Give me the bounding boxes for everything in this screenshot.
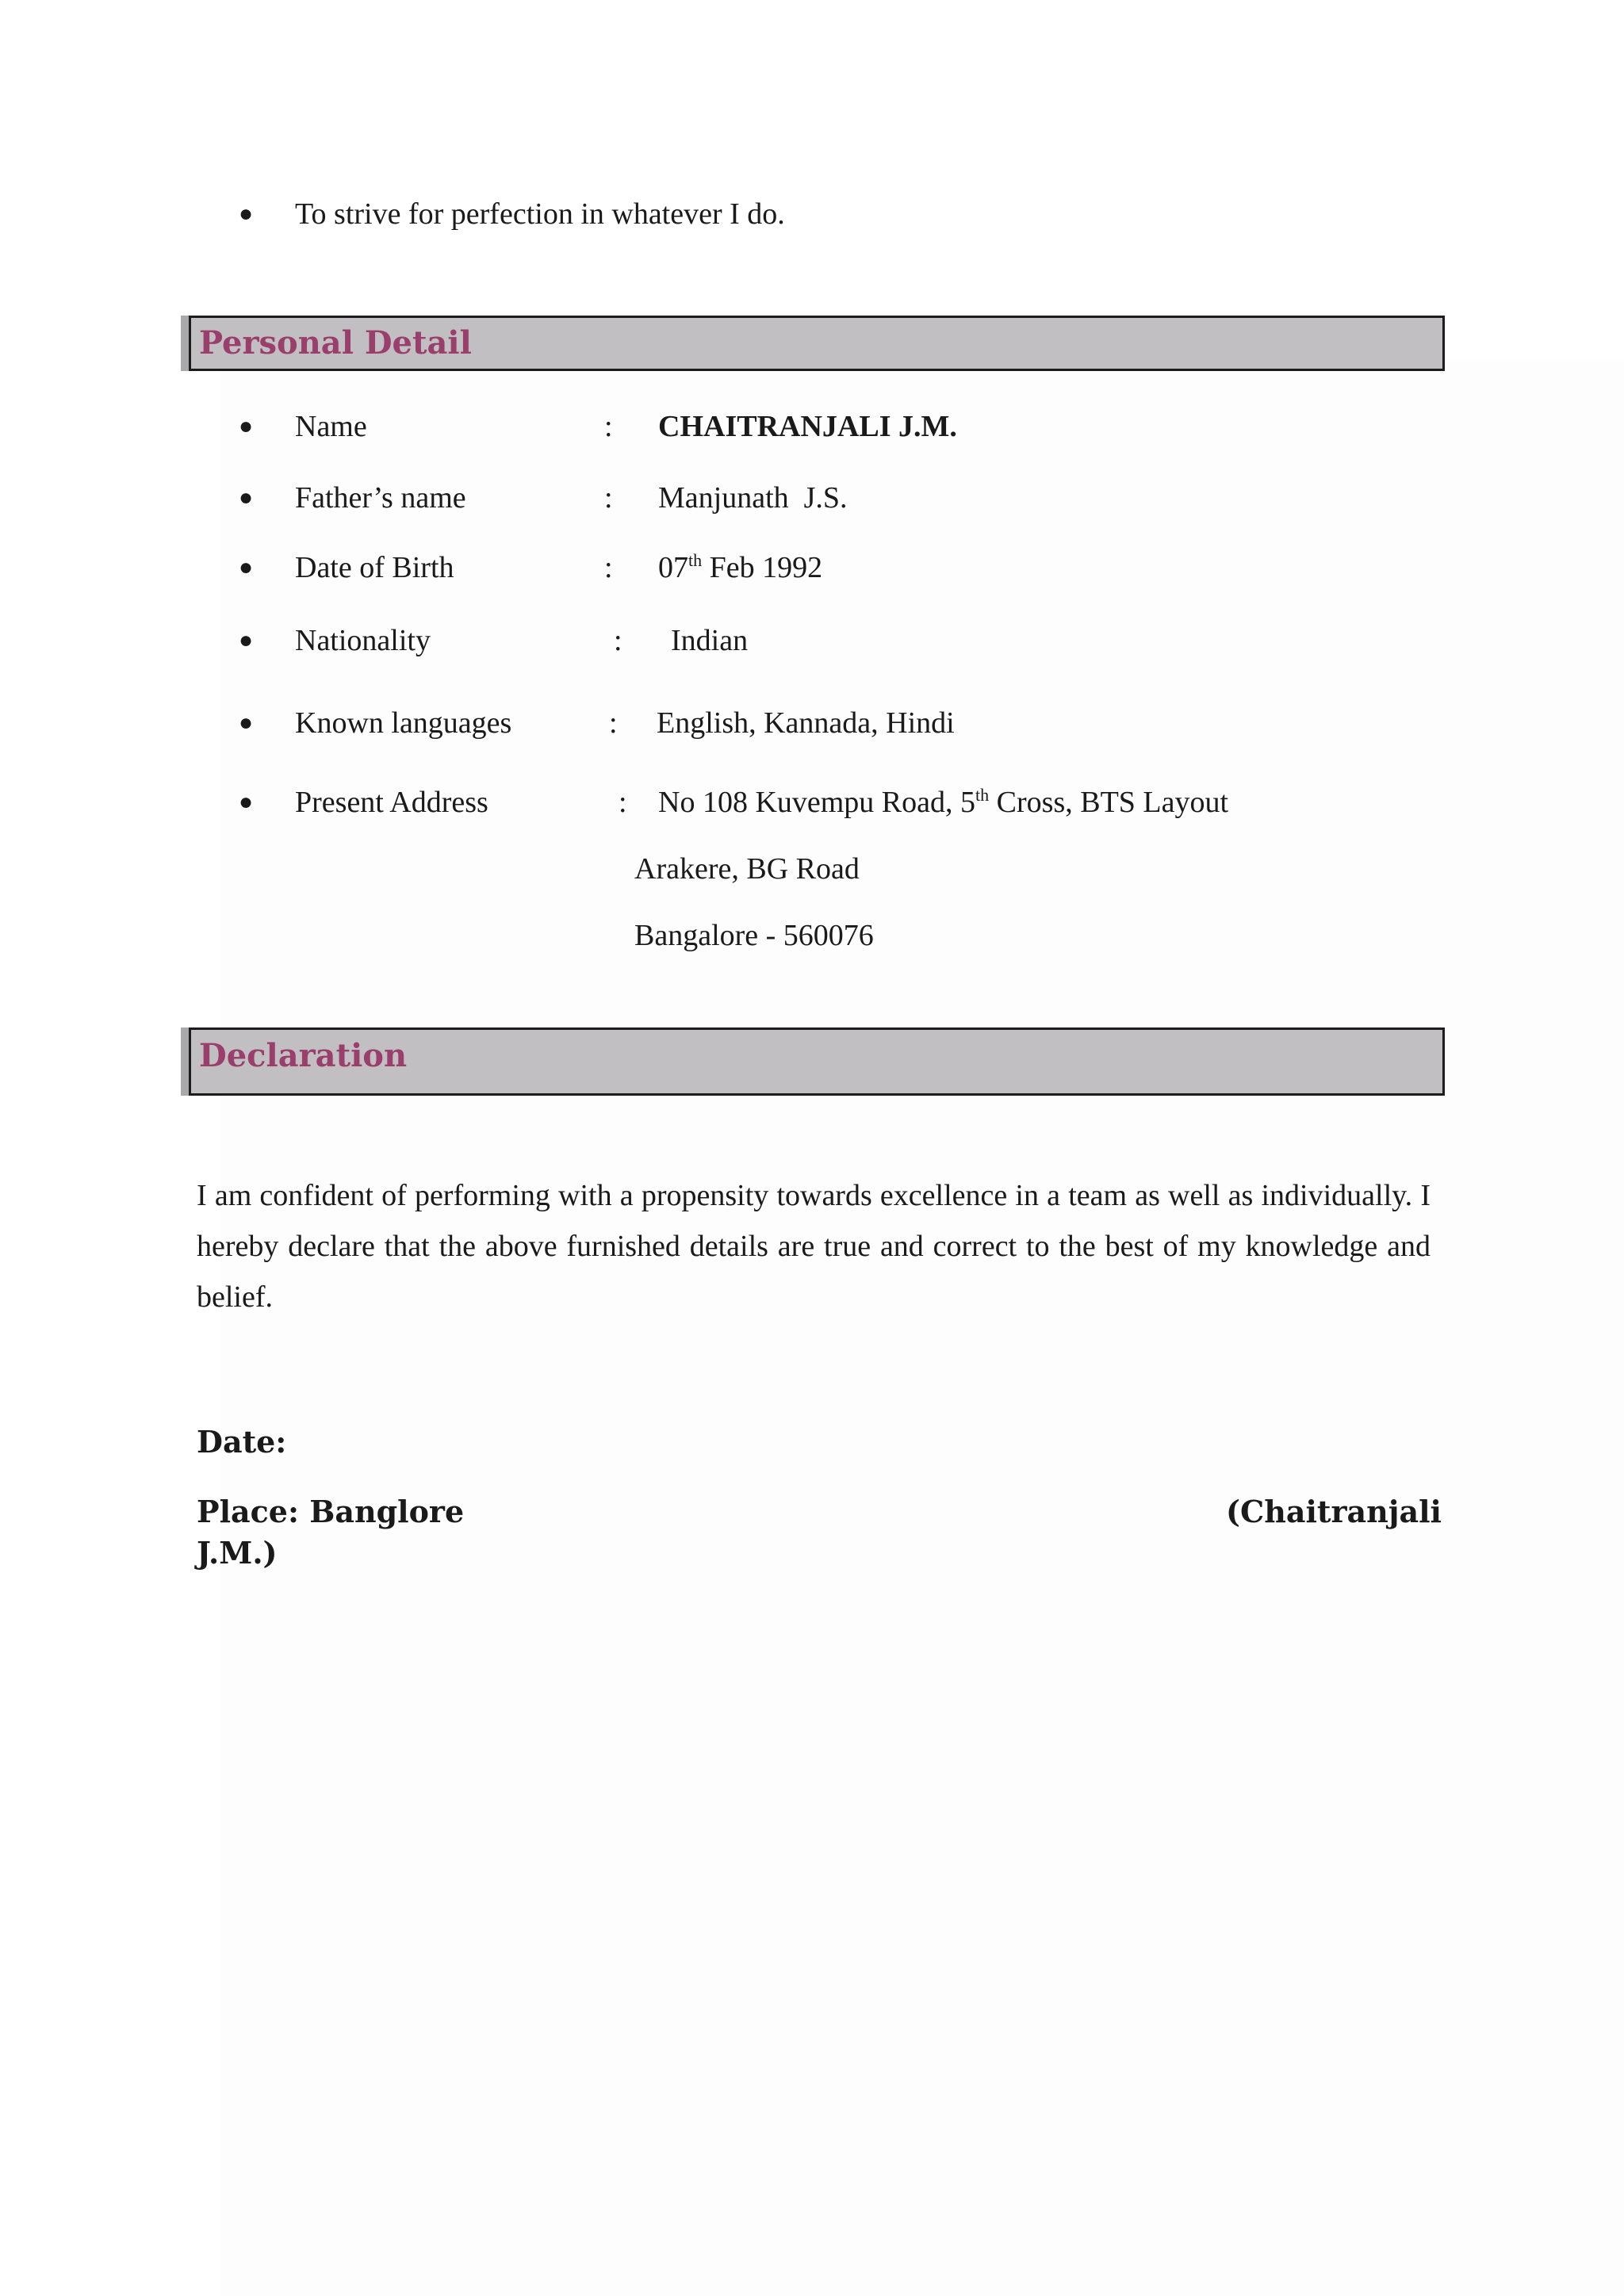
detail-row-languages: [0, 699, 1624, 747]
address-line1-start: No 108 Kuvempu Road, 5: [658, 786, 976, 819]
field-value: English, Kannada, Hindi: [657, 706, 955, 740]
section-shadow: [181, 1027, 189, 1096]
objective-text: To strive for perfection in whatever I do.: [295, 197, 785, 231]
declaration-header: [189, 1027, 1445, 1096]
field-value: Indian: [671, 624, 749, 657]
bullet-icon: ●: [238, 710, 254, 736]
address-line-2: Arakere, BG Road: [634, 852, 860, 886]
section-shadow: [181, 316, 189, 371]
field-value: CHAITRANJALI J.M.: [658, 410, 957, 443]
field-value: [658, 779, 1228, 826]
signature-name-continued: J.M.): [197, 1535, 278, 1571]
address-line1-suffix: th: [975, 785, 990, 805]
bullet-icon: ●: [238, 789, 254, 815]
field-label: Father’s name: [295, 481, 466, 515]
section-title: Declaration: [199, 1037, 408, 1074]
field-value: Manjunath J.S.: [658, 481, 848, 515]
detail-row-address: [0, 779, 1624, 826]
personal-detail-header: [189, 316, 1445, 371]
dob-rest: Feb 1992: [702, 551, 823, 584]
detail-row-dob: [0, 544, 1624, 591]
field-label: Present Address: [295, 786, 488, 819]
dob-suffix: th: [688, 550, 703, 570]
detail-row-father: [0, 474, 1624, 522]
address-line-3: Bangalore - 560076: [634, 919, 874, 952]
declaration-text: I am confident of performing with a propensity towards excellence in a team as well as individually. I hereby declare that the above furnished details are true and correct to the best of my knowledge and belief.: [197, 1179, 1431, 1314]
field-colon: :: [604, 410, 613, 443]
dob-day: 07: [658, 551, 688, 584]
section-title: Personal Detail: [199, 324, 472, 362]
bullet-icon: ●: [238, 554, 254, 580]
field-value: [658, 544, 822, 591]
field-colon: :: [609, 706, 618, 740]
bullet-icon: ●: [238, 201, 254, 227]
field-colon: :: [619, 786, 627, 819]
bullet-icon: ●: [238, 484, 254, 511]
signature-name: (Chaitranjali: [1226, 1494, 1442, 1529]
field-label: Known languages: [295, 706, 512, 740]
field-label: Name: [295, 410, 367, 443]
bullet-icon: ●: [238, 627, 254, 653]
bullet-icon: ●: [238, 413, 254, 439]
detail-row-name: [0, 403, 1624, 450]
field-colon: :: [604, 481, 613, 515]
detail-row-nationality: [0, 617, 1624, 664]
field-label: Nationality: [295, 624, 431, 657]
date-label: Date:: [197, 1424, 287, 1460]
address-line1-end: Cross, BTS Layout: [989, 786, 1229, 819]
field-colon: :: [614, 624, 622, 657]
field-label: Date of Birth: [295, 551, 454, 584]
field-colon: :: [604, 551, 613, 584]
place-label: Place: Banglore: [197, 1494, 465, 1529]
